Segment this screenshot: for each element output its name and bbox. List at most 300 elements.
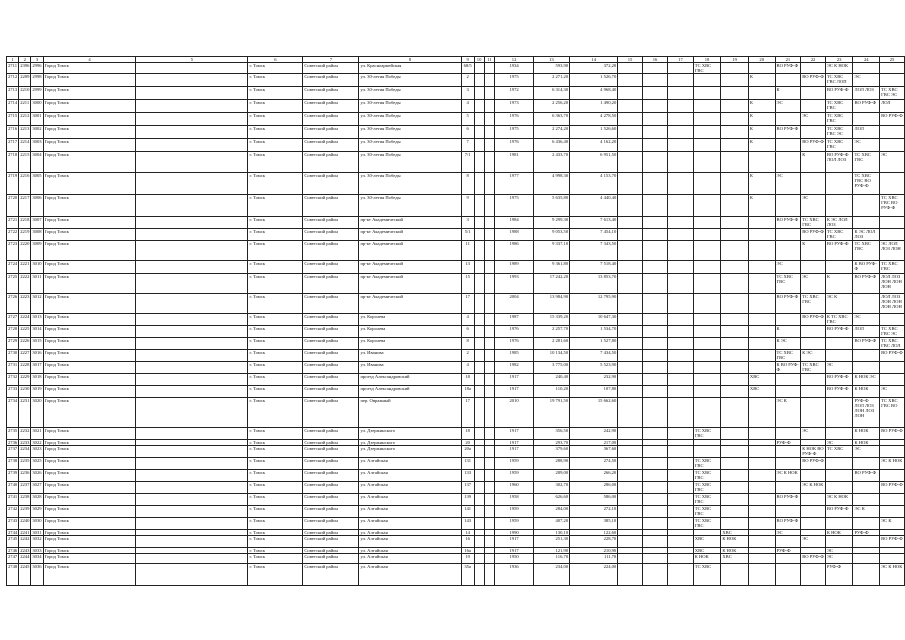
table-cell xyxy=(668,536,694,548)
table-cell xyxy=(668,195,694,217)
table-cell: 2233 xyxy=(20,440,30,445)
table-cell xyxy=(721,564,749,586)
table-cell: ЭС xyxy=(801,536,826,548)
table-cell xyxy=(484,314,495,326)
table-cell: 2711 xyxy=(7,63,19,74)
table-cell: 2222 xyxy=(19,274,31,294)
table-cell xyxy=(721,326,749,338)
table-cell: Советский район xyxy=(303,548,359,554)
table-cell: 2232 xyxy=(19,428,31,440)
table-cell: ВО РУФ-Ф xyxy=(880,482,905,494)
table-cell xyxy=(618,470,643,482)
table-cell: ЭС xyxy=(801,428,826,440)
table-cell: 3012 xyxy=(31,294,43,314)
table-cell xyxy=(853,536,880,548)
table-cell xyxy=(668,241,694,261)
table-cell: ул. 30-летия Победы xyxy=(359,87,461,100)
table-cell: 2724 xyxy=(7,261,19,274)
table-cell: ЭС xyxy=(825,362,853,374)
table-cell: ул. Алтайская xyxy=(359,536,461,548)
table-cell xyxy=(136,100,248,113)
table-cell xyxy=(136,229,248,241)
table-row xyxy=(7,506,905,518)
table-cell xyxy=(748,482,775,494)
table-cell xyxy=(668,139,694,152)
table-cell xyxy=(618,386,643,398)
table-cell xyxy=(484,398,495,428)
table-cell: 3031 xyxy=(32,530,42,535)
table-cell: ул. Иванова xyxy=(359,350,461,362)
table-cell: ВО РУФ-Ф xyxy=(775,494,801,506)
table-cell: Город Томск xyxy=(43,350,136,362)
table-cell: 272,10 xyxy=(570,506,618,518)
table-cell xyxy=(136,241,248,261)
table-cell: 133 xyxy=(461,470,474,482)
table-cell xyxy=(668,113,694,126)
table-cell xyxy=(474,314,484,326)
table-cell: 5 635,80 xyxy=(533,195,569,217)
column-number-13: 13 xyxy=(533,57,569,63)
table-cell: ХВС xyxy=(721,554,749,564)
table-cell: Город Томск xyxy=(43,195,136,217)
table-cell: 3034 xyxy=(31,554,43,564)
table-cell: г. Томск xyxy=(248,229,303,241)
table-cell xyxy=(136,470,248,482)
table-cell xyxy=(474,506,484,518)
table-cell: г. Томск xyxy=(248,261,303,274)
table-cell xyxy=(642,314,668,326)
table-cell: пр-кт Академический xyxy=(359,229,461,241)
table-cell: 1986 xyxy=(495,241,533,261)
table-cell: г. Томск xyxy=(248,217,303,229)
table-cell xyxy=(668,482,694,494)
table-cell: ЛОЛ xyxy=(880,100,905,113)
table-cell xyxy=(880,217,905,229)
table-cell: Советский район xyxy=(303,152,359,173)
table-cell: ТС ХВС ГВС xyxy=(693,482,721,494)
table-cell xyxy=(484,458,495,470)
table-cell xyxy=(484,195,495,217)
table-cell: 2999 xyxy=(31,87,43,100)
table-cell: К xyxy=(748,113,775,126)
table-cell: г. Томск xyxy=(248,564,303,586)
table-cell: 122,60 xyxy=(570,530,618,536)
table-cell: ВО РУФ-Ф xyxy=(825,506,853,518)
table-cell: К xyxy=(748,74,775,87)
table-cell xyxy=(775,428,801,440)
table-row xyxy=(7,458,905,470)
table-cell xyxy=(693,139,721,152)
table-cell: 1993 xyxy=(495,274,533,294)
table-cell: 3026 xyxy=(31,470,43,482)
table-row xyxy=(7,173,905,195)
table-cell: пр-кт Академический xyxy=(359,261,461,274)
column-number-4: 4 xyxy=(43,57,136,63)
table-cell: ВО РУФ-Ф xyxy=(880,350,905,362)
table-row xyxy=(7,326,905,338)
table-cell: 12 795,90 xyxy=(570,294,618,314)
table-cell: 2217 xyxy=(19,195,31,217)
table-cell xyxy=(618,518,643,530)
table-cell: 6 xyxy=(461,126,474,139)
table-cell xyxy=(721,470,749,482)
table-cell xyxy=(618,428,643,440)
table-cell: 1934 xyxy=(495,63,533,74)
table-cell xyxy=(642,428,668,440)
table-cell: Город Томск xyxy=(43,458,136,470)
table-cell xyxy=(474,100,484,113)
table-cell: 139 xyxy=(461,494,474,506)
table-cell xyxy=(748,564,775,586)
table-cell xyxy=(474,217,484,229)
table-cell xyxy=(693,173,721,195)
table-cell: 2237 xyxy=(19,482,31,494)
table-cell: 2 281,60 xyxy=(533,338,569,350)
table-cell xyxy=(853,350,880,362)
table-cell: 9 337,10 xyxy=(533,241,569,261)
table-cell xyxy=(136,126,248,139)
table-cell xyxy=(748,87,775,100)
table-cell: 11 xyxy=(461,241,474,261)
table-cell: 10 647,30 xyxy=(570,314,618,326)
table-cell xyxy=(801,326,826,338)
table-cell xyxy=(748,338,775,350)
table-cell xyxy=(825,458,853,470)
table-cell: 35а xyxy=(461,564,474,586)
table-cell xyxy=(136,314,248,326)
table-cell: 2728 xyxy=(7,326,19,338)
table-cell: 2714 xyxy=(7,100,19,113)
table-cell: 4 968,40 xyxy=(570,87,618,100)
table-cell: ВО РУФ-Ф xyxy=(825,386,853,398)
table-cell: 356,50 xyxy=(533,428,569,440)
table-cell xyxy=(748,518,775,530)
table-cell xyxy=(668,494,694,506)
table-cell: ЭС К xyxy=(775,398,801,428)
table-cell xyxy=(668,362,694,374)
table-cell xyxy=(801,173,826,195)
table-cell: 13 853,70 xyxy=(570,274,618,294)
table-cell xyxy=(136,274,248,294)
table-cell: ВО РУФ-Ф xyxy=(775,217,801,229)
table-cell xyxy=(642,139,668,152)
table-cell: 4 xyxy=(461,314,474,326)
table-cell: 3005 xyxy=(31,173,43,195)
table-row xyxy=(7,470,905,482)
table-cell: ТС ХВС ГВС xyxy=(801,217,826,229)
table-cell: г. Томск xyxy=(248,241,303,261)
table-cell xyxy=(748,446,775,458)
table-cell xyxy=(721,241,749,261)
table-cell xyxy=(136,173,248,195)
table-cell xyxy=(484,229,495,241)
table-cell: ВО РУФ-Ф xyxy=(775,294,801,314)
table-cell: г. Томск xyxy=(248,374,303,386)
table-cell xyxy=(474,374,484,386)
table-cell: 1985 xyxy=(495,350,533,362)
table-cell: г. Томск xyxy=(248,350,303,362)
table-cell: ВО РУФ-Ф xyxy=(825,374,853,386)
table-cell: ВО РУФ-Ф xyxy=(825,326,853,338)
table-cell xyxy=(642,398,668,428)
table-cell: 2722 xyxy=(7,229,19,241)
table-cell: ВО РУФ-Ф xyxy=(775,518,801,530)
table-cell: 2210 xyxy=(19,87,31,100)
table-cell xyxy=(136,63,248,74)
table-cell: ТС ХВС ГВС ЛОЛ xyxy=(880,338,905,350)
table-cell: 379,60 xyxy=(533,446,569,458)
table-cell: Город Томск xyxy=(43,530,136,536)
table-cell: К НОК xyxy=(853,386,880,398)
table-cell: 1917 xyxy=(495,446,533,458)
table-cell: 5 523,90 xyxy=(570,362,618,374)
table-cell: 385,10 xyxy=(570,518,618,530)
table-cell xyxy=(618,217,643,229)
table-cell: К xyxy=(748,100,775,113)
table-cell: 1 534,70 xyxy=(570,326,618,338)
column-number-1: 1 xyxy=(7,57,19,63)
table-cell: РУФ-Ф ЛОЛ ЛОЗ ЛОН ЛОЗ ЛОН xyxy=(853,398,880,428)
table-cell xyxy=(618,63,643,74)
table-cell xyxy=(618,261,643,274)
table-cell: ЭС xyxy=(775,530,801,536)
table-cell xyxy=(642,152,668,173)
table-cell: 2996 xyxy=(31,63,43,74)
table-cell xyxy=(775,139,801,152)
table-cell: 7 343,50 xyxy=(570,241,618,261)
table-cell xyxy=(484,350,495,362)
table-cell: ЭС xyxy=(775,100,801,113)
table-cell: ЭС xyxy=(853,314,880,326)
table-cell: 1982 xyxy=(495,362,533,374)
table-cell: 1917 xyxy=(495,536,533,548)
table-cell: ЛОЛ ЛОЗ ЛОН ЛОН ЛОН ЛОН xyxy=(880,294,905,314)
table-cell: Город Томск xyxy=(43,113,136,126)
table-cell: К НОК xyxy=(853,440,880,446)
table-cell xyxy=(668,314,694,326)
table-cell: ВО РУФ-Ф xyxy=(801,314,826,326)
table-cell: г. Томск xyxy=(248,440,303,446)
table-cell: ул. Алтайская xyxy=(359,564,461,586)
table-cell xyxy=(642,100,668,113)
table-cell: 2727 xyxy=(7,314,19,326)
table-cell xyxy=(721,494,749,506)
table-cell xyxy=(825,398,853,428)
table-cell xyxy=(721,506,749,518)
table-cell xyxy=(642,173,668,195)
table-cell: Город Томск xyxy=(43,398,136,428)
table-cell: ВО РУФ-Ф xyxy=(853,274,880,294)
table-cell: ВО РУФ-Ф ЛОЛ ЛОЗ xyxy=(825,152,853,173)
table-row xyxy=(7,554,905,564)
table-cell: ЭС xyxy=(801,274,826,294)
table-cell: Советский район xyxy=(303,241,359,261)
table-cell: 228,70 xyxy=(570,536,618,548)
table-cell: г. Томск xyxy=(248,494,303,506)
table-cell: 2716 xyxy=(7,126,19,139)
table-cell xyxy=(474,350,484,362)
table-cell: Советский район xyxy=(303,100,359,113)
table-cell: К НОК xyxy=(721,548,749,554)
table-cell: 3010 xyxy=(31,261,43,274)
table-cell: 284,00 xyxy=(533,506,569,518)
table-cell: Советский район xyxy=(303,554,359,564)
table-cell xyxy=(721,74,749,87)
table-cell: 224,00 xyxy=(570,564,618,586)
table-cell: 2224 xyxy=(19,314,31,326)
table-cell: ТС ХВС ГВС xyxy=(693,494,721,506)
table-cell xyxy=(618,506,643,518)
table-cell xyxy=(801,338,826,350)
table-cell xyxy=(880,470,905,482)
table-cell xyxy=(801,564,826,586)
table-cell xyxy=(801,494,826,506)
table-cell: 2723 xyxy=(7,241,19,261)
table-cell: Город Томск xyxy=(43,362,136,374)
table-cell xyxy=(801,100,826,113)
table-cell: 1917 xyxy=(495,428,533,440)
table-cell xyxy=(136,152,248,173)
table-cell xyxy=(618,173,643,195)
table-cell: 2712 xyxy=(7,74,19,87)
table-cell: Советский район xyxy=(303,195,359,217)
table-cell xyxy=(618,229,643,241)
table-cell xyxy=(853,564,880,586)
table-cell: 2226 xyxy=(19,338,31,350)
table-cell: ТС ХВС ГВС xyxy=(825,113,853,126)
table-cell: 2209 xyxy=(19,74,31,87)
table-cell xyxy=(775,113,801,126)
housing-register-table xyxy=(6,56,905,586)
table-cell: 68/5 xyxy=(461,63,474,74)
table-cell xyxy=(693,294,721,314)
table-cell: 10 134,50 xyxy=(533,350,569,362)
table-cell: г. Томск xyxy=(248,126,303,139)
table-cell xyxy=(484,494,495,506)
table-cell xyxy=(748,63,775,74)
table-cell xyxy=(484,386,495,398)
table-cell: 2739 xyxy=(7,470,19,482)
table-cell: 18 xyxy=(461,428,474,440)
table-cell xyxy=(668,326,694,338)
table-cell: ул. Королева xyxy=(359,326,461,338)
table-cell: Город Томск xyxy=(43,428,136,440)
table-cell: 17 xyxy=(461,398,474,428)
table-cell xyxy=(618,482,643,494)
table-cell xyxy=(801,87,826,100)
table-cell: ЛОЛ xyxy=(853,126,880,139)
table-cell: ЭС К xyxy=(880,518,905,530)
table-cell: ВО РУФ-Ф xyxy=(825,87,853,100)
table-cell xyxy=(668,564,694,586)
table-cell: 1972 xyxy=(495,87,533,100)
table-cell xyxy=(136,362,248,374)
table-cell: 7 613,40 xyxy=(570,217,618,229)
table-cell: 2726 xyxy=(7,294,19,314)
table-cell: 18а xyxy=(461,386,474,398)
table-cell: 1959 xyxy=(495,518,533,530)
table-cell xyxy=(484,294,495,314)
table-cell xyxy=(642,241,668,261)
column-number-22: 22 xyxy=(801,57,826,63)
table-cell: Советский район xyxy=(303,440,359,446)
table-cell xyxy=(748,261,775,274)
table-row xyxy=(7,217,905,229)
table-cell: 251,30 xyxy=(533,536,569,548)
column-number-24: 24 xyxy=(853,57,880,63)
table-cell: 1 527,80 xyxy=(570,338,618,350)
table-cell: г. Томск xyxy=(248,338,303,350)
table-cell: ВО РУФ-Ф xyxy=(853,470,880,482)
table-cell: г. Томск xyxy=(248,530,303,536)
table-cell: ВО РУФ-Ф xyxy=(775,126,801,139)
table-cell: г. Томск xyxy=(248,506,303,518)
table-cell: ул. Алтайская xyxy=(359,494,461,506)
table-cell: ЭС xyxy=(880,152,905,173)
table-row xyxy=(7,518,905,530)
table-cell: Советский район xyxy=(303,326,359,338)
table-cell: г. Томск xyxy=(248,294,303,314)
table-cell xyxy=(136,74,248,87)
table-cell xyxy=(136,217,248,229)
table-cell: 141 xyxy=(461,506,474,518)
table-cell xyxy=(474,74,484,87)
table-cell xyxy=(825,428,853,440)
table-cell: 131 xyxy=(461,458,474,470)
table-cell xyxy=(693,74,721,87)
table-cell: К ВО РУФ-Ф xyxy=(776,362,799,372)
table-cell xyxy=(668,458,694,470)
table-cell xyxy=(825,470,853,482)
column-number-15: 15 xyxy=(618,57,643,63)
table-cell: ул. 30-летия Победы xyxy=(359,152,461,173)
table-cell: 3032 xyxy=(31,536,43,548)
table-cell xyxy=(136,494,248,506)
table-cell xyxy=(618,294,643,314)
table-cell: ХВС xyxy=(693,536,721,548)
table-cell xyxy=(642,458,668,470)
table-cell xyxy=(748,458,775,470)
table-cell xyxy=(693,326,721,338)
table-cell xyxy=(721,374,749,386)
table-cell xyxy=(801,398,826,428)
table-cell: 3015 xyxy=(31,338,43,350)
table-cell xyxy=(136,326,248,338)
table-cell: 9 xyxy=(461,195,474,217)
table-cell xyxy=(618,536,643,548)
table-cell xyxy=(721,294,749,314)
table-cell: 14 xyxy=(461,530,474,536)
table-cell: Город Томск xyxy=(43,440,136,446)
table-cell xyxy=(668,338,694,350)
column-number-5: 5 xyxy=(136,57,248,63)
table-cell: К НОК xyxy=(693,554,721,564)
table-cell: 2227 xyxy=(19,350,31,362)
table-cell xyxy=(484,87,495,100)
table-cell: ХВС xyxy=(721,530,749,536)
table-cell xyxy=(136,261,248,274)
table-cell: 2225 xyxy=(19,326,31,338)
table-cell: ЭС xyxy=(880,386,905,398)
table-cell xyxy=(825,338,853,350)
table-cell xyxy=(668,554,694,564)
table-cell: РУФ-Ф xyxy=(775,440,801,446)
table-cell xyxy=(693,87,721,100)
table-cell: ЭС xyxy=(825,548,853,554)
table-cell xyxy=(775,458,801,470)
table-cell xyxy=(880,74,905,87)
table-cell xyxy=(721,261,749,274)
